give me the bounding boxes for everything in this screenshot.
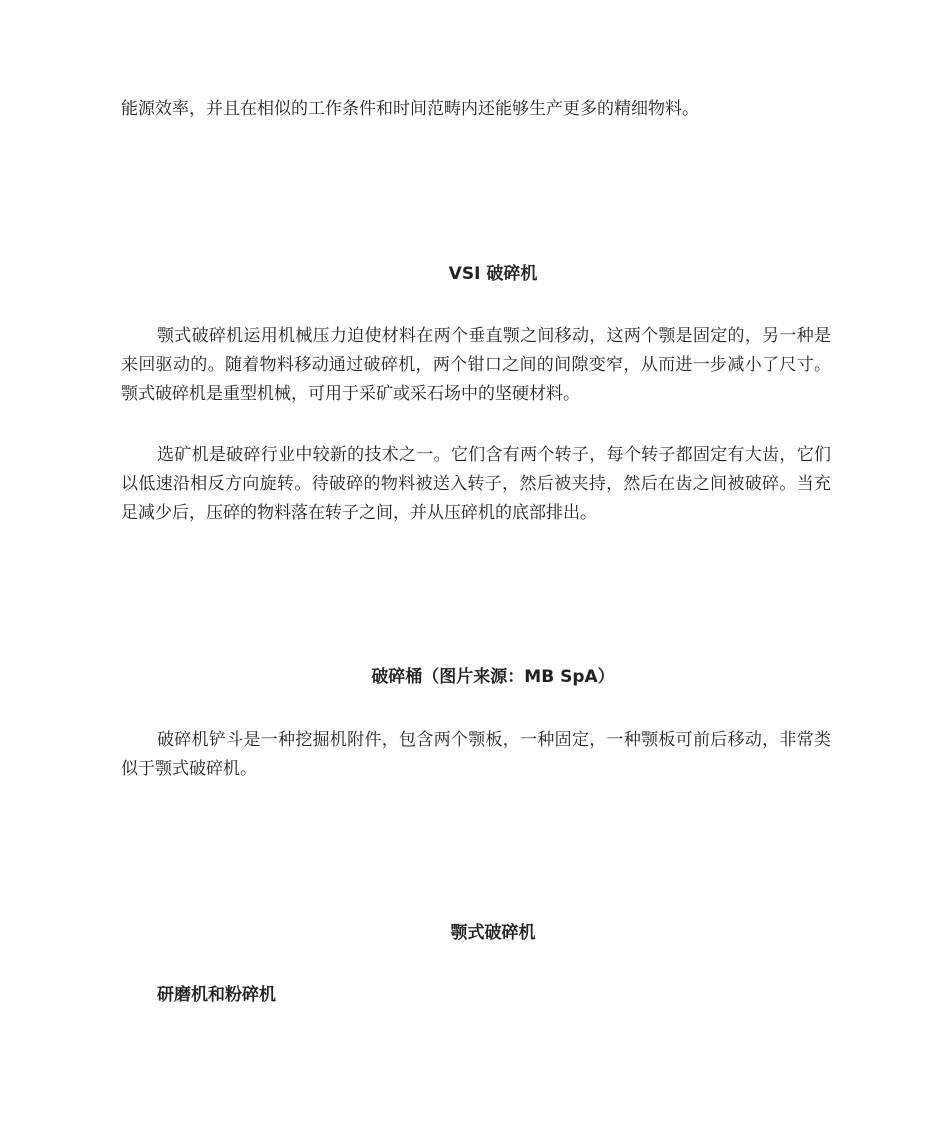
- paragraph-jaw-crusher-description: 颚式破碎机运用机械压力迫使材料在两个垂直颚之间移动，这两个颚是固定的，另一种是来回驱动的。随着物料移动通过破碎机，两个钳口之间的间隙变窄，从而进一步减小了尺寸。颚式破碎机是重型机械，可用于采矿或采石场中的坚硬材料。: [121, 326, 831, 404]
- heading-crusher-bucket: 破碎桶（图片来源：MB SpA）: [371, 667, 615, 687]
- subheading-mills-and-pulverizers: 研磨机和粉碎机: [157, 985, 276, 1005]
- heading-vsi-crusher: VSI 破碎机: [448, 264, 538, 284]
- paragraph-bucket-description: 破碎机铲斗是一种挖掘机附件，包含两个颚板，一种固定，一种颚板可前后移动，非常类似于颚式破碎机。: [121, 730, 831, 779]
- paragraph-sizer-description: 选矿机是破碎行业中较新的技术之一。它们含有两个转子，每个转子都固定有大齿，它们以低速沿相反方向旋转。待破碎的物料被送入转子，然后被夹持，然后在齿之间被破碎。当充足减少后，压碎的物料落在转子之间，并从压碎机的底部排出。: [121, 445, 831, 523]
- paragraph-intro-tail: 能源效率，并且在相似的工作条件和时间范畴内还能够生产更多的精细物料。: [121, 99, 699, 119]
- heading-jaw-crusher: 颚式破碎机: [450, 923, 536, 943]
